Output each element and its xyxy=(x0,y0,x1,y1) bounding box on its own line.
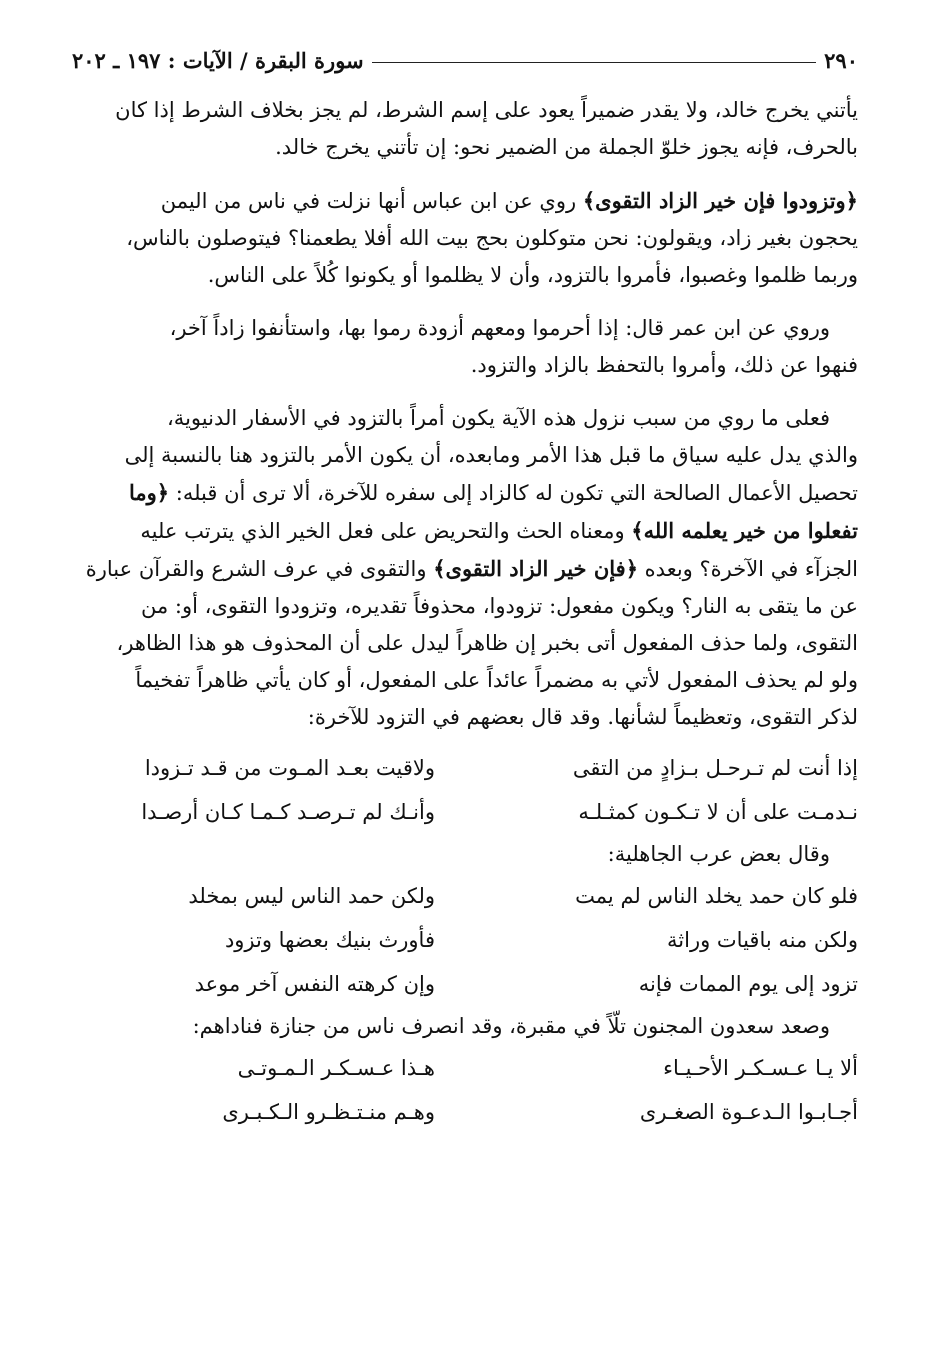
text-line: والذي يدل عليه سياق ما قبل هذا الأمر ومابعده، أن يكون الأمر بالتزود هنا بالنسبة إلى xyxy=(124,443,858,467)
text-span: ومعناه الحث والتحريض على فعل الخير الذي يترتب عليه xyxy=(140,519,632,543)
verse xyxy=(72,790,858,834)
header-rule xyxy=(372,62,817,63)
poem-intro: وقال بعض عرب الجاهلية: xyxy=(607,842,830,866)
text-line: بالحرف، فإنه يجوز خلوّ الجملة من الضمير نحو: إن تأتني يخرج خالد. xyxy=(275,135,858,159)
running-header xyxy=(72,42,858,78)
hemistich-first: أجـابـوا الـدعـوة الصغـرى xyxy=(639,1100,858,1124)
hemistich-second: ولاقيت بعـد المـوت من قـد تـزودا xyxy=(144,756,435,780)
quran-quote: تفعلوا من خير يعلمه الله﴾ xyxy=(631,518,858,543)
quran-quote: ﴿فإن خير الزاد التقوى﴾ xyxy=(433,556,638,581)
hemistich-first: ولكن منه باقيات وراثة xyxy=(667,928,858,952)
text-line: لذكر التقوى، وتعظيماً لشأنها. وقد قال بعضهم في التزود للآخرة: xyxy=(307,705,858,729)
text-line: يأتني يخرج خالد، ولا يقدر ضميراً يعود على إسم الشرط، لم يجز بخلاف الشرط إذا كان xyxy=(115,98,858,122)
quran-quote: ﴿وتزودوا فإن خير الزاد التقوى﴾ xyxy=(582,188,858,213)
hemistich-second: وهـم منـتـظـرو الـكـبـرى xyxy=(222,1100,435,1124)
header-title: سورة البقرة / الآيات : ١٩٧ ـ ٢٠٢ xyxy=(72,47,364,73)
text-line: فنهوا عن ذلك، وأمروا بالتحفظ بالزاد والتزود. xyxy=(470,353,858,377)
quran-quote: ﴿وما xyxy=(128,480,170,505)
hemistich-first: فلو كان حمد يخلد الناس لم يمت xyxy=(575,884,858,908)
hemistich-second: وإن كرهته النفس آخر موعد xyxy=(194,972,435,996)
text-span: تحصيل الأعمال الصالحة التي تكون له كالزاد إلى سفره للآخرة، ألا ترى أن قبله: xyxy=(169,481,858,505)
paragraph-ibn-abbas xyxy=(72,182,858,294)
hemistich-second: فأورث بنيك بعضها وتزود xyxy=(224,928,435,952)
hemistich-first: ألا يـا عـسـكـر الأحـيـاء xyxy=(663,1056,858,1080)
verse xyxy=(72,962,858,1006)
paragraph-condition xyxy=(72,92,858,166)
paragraph-commentary xyxy=(72,400,858,736)
paragraph-ibn-umar xyxy=(72,310,858,384)
text-line xyxy=(72,182,858,220)
verse xyxy=(72,746,858,790)
text-line xyxy=(72,550,858,588)
text-line: ولو لم يحذف المفعول لأتي به مضمراً عائداً على المفعول، أو كان يأتي ظاهراً تفخيماً xyxy=(135,668,858,692)
verse xyxy=(72,918,858,962)
hemistich-second: هـذا عـسـكـر الـمـوتـى xyxy=(237,1056,435,1080)
poem-jahiliyya xyxy=(72,874,858,1006)
verse xyxy=(72,1046,858,1090)
hemistich-second: ولكن حمد الناس ليس بمخلد xyxy=(188,884,435,908)
text-span: والتقوى في عرف الشرع والقرآن عبارة xyxy=(85,557,434,581)
text-line: عن ما يتقى به النار؟ ويكون مفعول: تزودوا، محذوفاً تقديره، وتزودوا التقوى، أو: من xyxy=(140,594,858,618)
poem-intro: وصعد سعدون المجنون تلّاً في مقبرة، وقد انصرف ناس من جنازة فناداهم: xyxy=(192,1014,830,1038)
text-line: يحجون بغير زاد، ويقولون: نحن متوكلون بحج بيت الله أفلا يطعمنا؟ فيتوصلون بالناس، xyxy=(126,226,858,250)
text-span: روي عن ابن عباس أنها نزلت في ناس من اليمن xyxy=(160,189,583,213)
hemistich-first: نـدمـت على أن لا تـكـون كمثـلـه xyxy=(578,800,858,824)
hemistich-second: وأنـك لم تـرصـد كـمـا كـان أرصـدا xyxy=(141,800,435,824)
page-number: ٢٩٠ xyxy=(824,47,858,73)
text-line: وروي عن ابن عمر قال: إذا أحرموا ومعهم أزودة رموا بها، واستأنفوا زاداً آخر، xyxy=(169,316,830,340)
text-line xyxy=(72,474,858,512)
text-line: التقوى، ولما حذف المفعول أتى بخبر إن ظاهراً ليدل على أن المحذوف هو هذا الظاهر، xyxy=(116,631,858,655)
text-span: الجزآء في الآخرة؟ وبعده xyxy=(638,557,858,581)
poem-saadun xyxy=(72,1046,858,1134)
hemistich-first: إذا أنت لم تـرحـل بـزادٍ من التقى xyxy=(572,756,858,780)
text-line: وربما ظلموا وغصبوا، فأمروا بالتزود، وأن لا يظلموا أو يكونوا كُلاً على الناس. xyxy=(207,263,858,287)
hemistich-first: تزود إلى يوم الممات فإنه xyxy=(638,972,858,996)
text-line xyxy=(72,512,858,550)
verse xyxy=(72,1090,858,1134)
poem-provision xyxy=(72,746,858,834)
text-line: فعلى ما روي من سبب نزول هذه الآية يكون أمراً بالتزود في الأسفار الدنيوية، xyxy=(167,406,830,430)
verse xyxy=(72,874,858,918)
